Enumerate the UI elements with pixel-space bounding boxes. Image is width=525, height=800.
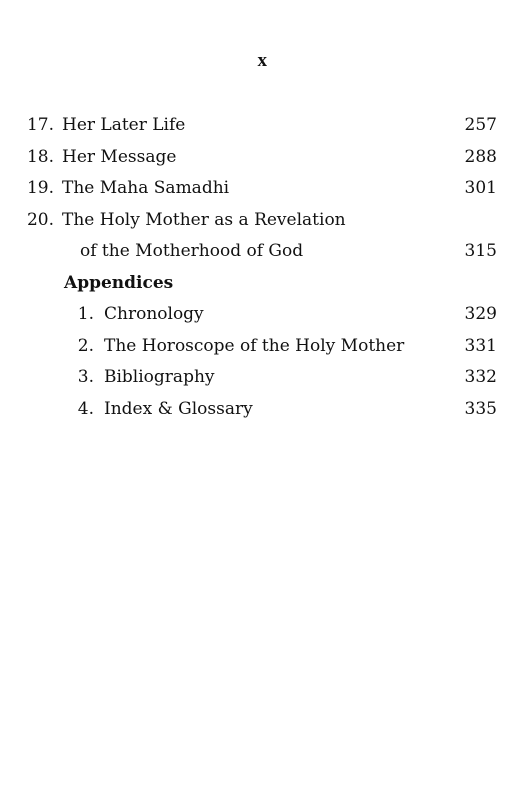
section-heading: Appendices: [64, 272, 174, 293]
appendices-heading: [0, 268, 525, 300]
chapter-page: 288: [464, 146, 497, 167]
chapter-page: 301: [464, 178, 497, 198]
appendix-page: 331: [464, 335, 497, 356]
chapter-title: The Holy Mother as a Revelation: [62, 209, 346, 230]
toc-entry-chapter-19: [0, 173, 525, 205]
appendix-title: Index & Glossary: [104, 398, 253, 419]
appendix-title: Bibliography: [104, 367, 215, 387]
appendix-number: 4.: [77, 398, 94, 419]
toc-entry-chapter-18: [0, 142, 525, 174]
appendix-title: Chronology: [104, 304, 204, 324]
chapter-number: 20.: [26, 209, 54, 230]
toc-entry-chapter-17: [0, 110, 525, 142]
page-number: x: [257, 50, 268, 71]
chapter-page: 257: [464, 115, 497, 135]
toc-entry-chapter-20-continuation: [0, 236, 525, 268]
chapter-number: 18.: [26, 146, 54, 167]
chapter-title: Her Message: [62, 146, 177, 167]
appendix-page: 332: [464, 367, 497, 387]
toc-entry-appendix-4: [0, 394, 525, 426]
toc-entry-appendix-2: [0, 331, 525, 363]
chapter-number: 17.: [26, 115, 54, 135]
appendix-page: 335: [464, 398, 497, 419]
appendix-number: 1.: [77, 304, 94, 324]
toc-entry-appendix-1: [0, 299, 525, 331]
appendix-title: The Horoscope of the Holy Mother: [104, 335, 405, 356]
chapter-number: 19.: [26, 178, 54, 198]
appendix-number: 3.: [77, 367, 94, 387]
chapter-title: Her Later Life: [62, 115, 186, 135]
toc-entry-appendix-3: [0, 362, 525, 394]
chapter-title: The Maha Samadhi: [62, 178, 230, 198]
toc-entry-chapter-20: [0, 205, 525, 237]
chapter-page: 315: [464, 241, 497, 261]
table-of-contents: [0, 110, 525, 425]
appendix-page: 329: [464, 304, 497, 324]
appendix-number: 2.: [77, 335, 94, 356]
chapter-title-continuation: of the Motherhood of God: [80, 241, 304, 261]
